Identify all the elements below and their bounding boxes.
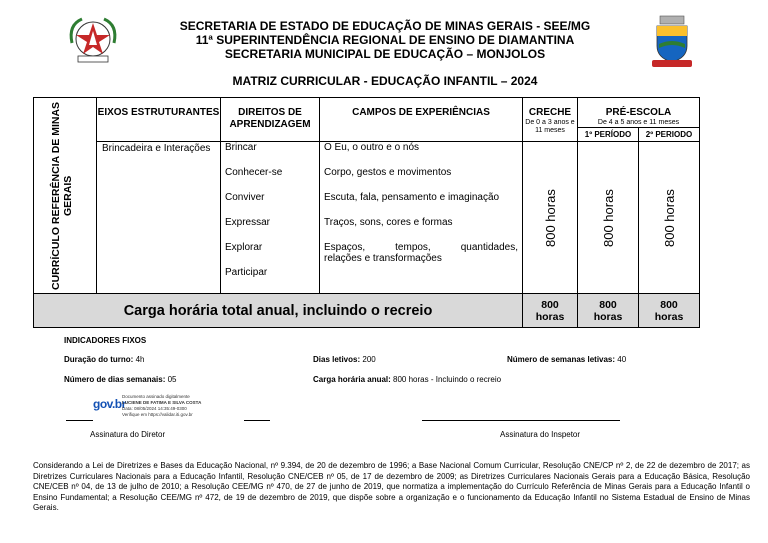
indicator-semanas-label: Número de semanas letivas: (507, 355, 616, 364)
indicator-semanas-value: 40 (615, 355, 627, 364)
hours-periodo-2-cell (639, 142, 700, 294)
director-signature-label: Assinatura do Diretor (90, 430, 166, 439)
eixo-cell: Brincadeira e Interações (97, 142, 221, 294)
hours-creche: 800 horas (542, 188, 558, 247)
signature-line-director-right (244, 420, 270, 421)
gov-br-logo-text: gov.br (93, 397, 126, 411)
direito-item: Conhecer-se (225, 167, 283, 178)
digital-signature-stamp (122, 394, 201, 418)
col-campos: CAMPOS DE EXPERIÊNCIAS (320, 98, 523, 142)
indicator-dias-semanais-label: Número de dias semanais: (64, 375, 166, 384)
direitos-cell (221, 142, 320, 294)
pre-escola-age-range: De 4 a 5 anos e 11 meses (597, 119, 680, 126)
indicator-dias-semanais-value: 05 (165, 375, 177, 384)
col-creche-label: CRECHE (528, 107, 572, 118)
campo-item: Traços, sons, cores e formas (324, 217, 453, 228)
hours-periodo-1: 800 horas (600, 188, 616, 247)
campo-item: Corpo, gestos e movimentos (324, 167, 452, 178)
total-periodo-1: 800 horas (578, 294, 639, 328)
indicator-turno (64, 355, 144, 365)
curriculum-matrix-table (33, 97, 700, 328)
direito-item: Explorar (225, 242, 263, 253)
indicator-dias-semanais (64, 375, 177, 385)
creche-age-range: De 0 a 3 anos e 11 meses (525, 119, 575, 134)
header-line-2: 11ª SUPERINTENDÊNCIA REGIONAL DE ENSINO DE DIAMANTINA (195, 33, 575, 47)
campo-item: Escuta, fala, pensamento e imaginação (324, 192, 500, 203)
campo-item: O Eu, o outro e o nós (324, 142, 420, 153)
signer-name: LUCIENE DE FATIMA E SILVA COSTA (122, 400, 202, 405)
indicators-title: INDICADORES FIXOS (64, 336, 147, 345)
indicator-dias-label: Dias letivos: (313, 355, 361, 364)
direito-item: Brincar (225, 142, 257, 153)
side-label: CURRÍCULO REFERÊNCIA DE MINAS GERAIS (50, 101, 74, 290)
total-label: Carga horária total anual, incluindo o recreio (34, 294, 523, 328)
direito-item: Participar (225, 267, 268, 278)
indicator-turno-value: 4h (133, 355, 145, 364)
col-eixos: EIXOS ESTRUTURANTES (97, 98, 221, 142)
header-line-1: SECRETARIA DE ESTADO DE EDUCAÇÃO DE MINAS GERAIS - SEE/MG (179, 19, 591, 33)
indicator-semanas (507, 355, 626, 365)
direito-item: Conviver (225, 192, 265, 203)
doc-signed-text: Documento assinado digitalmente (122, 394, 190, 399)
col-direitos: DIREITOS DE APRENDIZAGEM (221, 98, 320, 142)
col-pre-escola (578, 98, 700, 128)
indicator-turno-label: Duração do turno: (64, 355, 134, 364)
indicator-carga (313, 375, 501, 385)
header-line-3: SECRETARIA MUNICIPAL DE EDUCAÇÃO – MONJOLOS (224, 47, 546, 61)
col-periodo-2: 2º PERIODO (639, 128, 700, 142)
indicator-dias (313, 355, 376, 365)
campo-item: Espaços, tempos, quantidades, relações e transformações (324, 242, 521, 264)
signature-date: Data: 08/05/2024 14:35:49-0300 (122, 406, 187, 411)
signature-line-inspector (422, 420, 620, 421)
document-title: MATRIZ CURRICULAR - EDUCAÇÃO INFANTIL – 2024 (232, 74, 538, 88)
signature-line-director-left (66, 420, 93, 421)
indicator-carga-value: 800 horas - Incluindo o recreio (390, 375, 502, 384)
monjolos-coat-of-arms-icon (650, 14, 694, 70)
hours-periodo-2: 800 horas (661, 188, 677, 247)
col-pre-escola-label: PRÉ-ESCOLA (605, 107, 672, 118)
signature-verify-url: Verifique em https://validar.iti.gov.br (122, 412, 193, 417)
col-periodo-1: 1º PERÍODO (578, 128, 639, 142)
minas-gerais-coat-of-arms-icon (64, 13, 122, 67)
hours-creche-cell (523, 142, 578, 294)
side-label-cell (34, 98, 97, 294)
total-creche: 800 horas (523, 294, 578, 328)
gov-br-logo (93, 397, 125, 411)
total-periodo-2: 800 horas (639, 294, 700, 328)
direito-item: Expressar (225, 217, 271, 228)
campos-cell (320, 142, 523, 294)
inspector-signature-label: Assinatura do Inspetor (500, 430, 581, 439)
indicator-carga-label: Carga horária anual: (313, 375, 391, 384)
hours-periodo-1-cell (578, 142, 639, 294)
legal-basis-text: Considerando a Lei de Diretrizes e Bases da Educação Nacional, nº 9.394, de 20 de dezembro de 1996; a Base Nacional Comum Curricular, Resolução CNE/CP nº 2, de 22 de dezembro de 2017; as Diretrizes Curriculares Nacionais para a Educação Infantil, Resolução CNE/CEB nº 05, de 17 de dezembro de 2009; as Diretrizes Curriculares Nacionais Gerais para a Educação Básica, Resolução CNE/CEB nº 04, de 13 de julho de 2010; a Resolução CEE/MG nº 470, de 27 de junho de 2019, que normatiza a implementação do Currículo Referência de Minas Gerais para a Educação Infantil o Ensino Fundamental; a Resolução CEE/MG nº 472, de 19 de dezembro de 2019, que dispõe sobre a organização e o funcionamento da Educação Infantil no Sistema Estadual de Ensino de Minas Gerais. (33, 461, 750, 512)
indicator-dias-value: 200 (360, 355, 376, 364)
col-creche (523, 98, 578, 142)
